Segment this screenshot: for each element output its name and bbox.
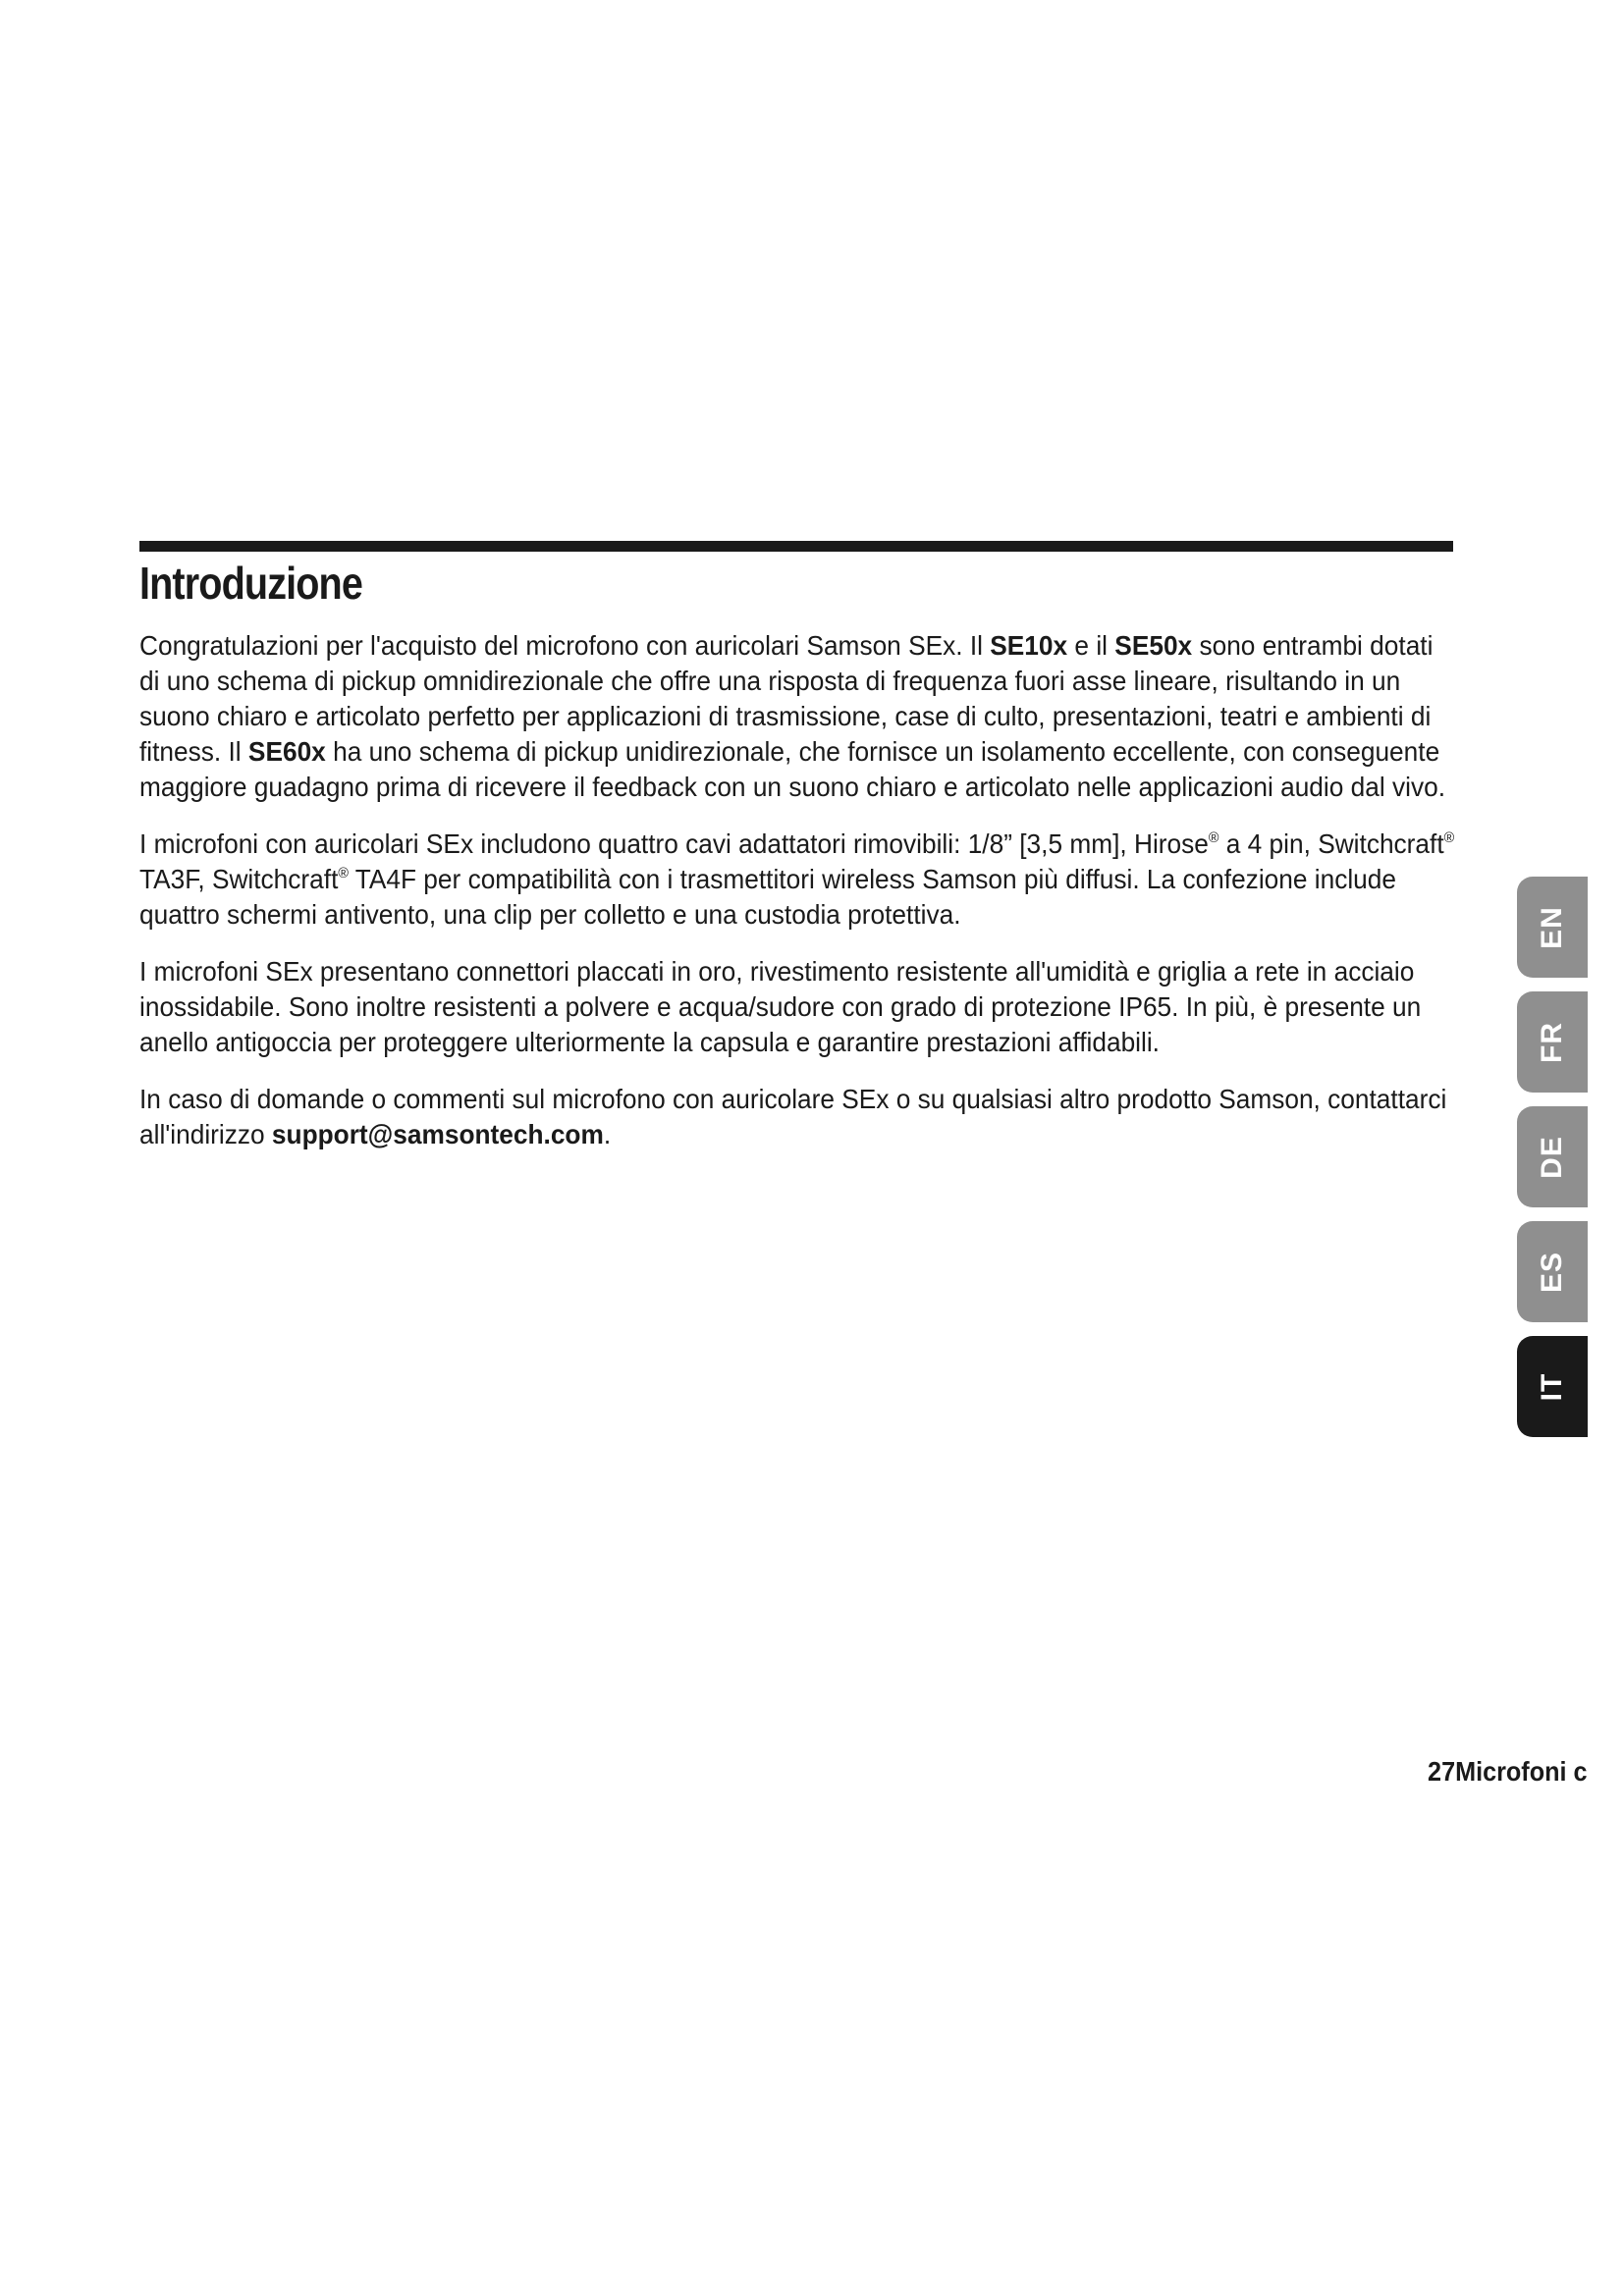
page-footer bbox=[1428, 1754, 1587, 1789]
p2-text-3: TA3F, Switchcraft bbox=[139, 864, 339, 894]
running-title: Microfoni c bbox=[1454, 1756, 1587, 1787]
registered-mark: ® bbox=[338, 865, 349, 881]
language-tab-fr[interactable] bbox=[1517, 991, 1588, 1093]
language-tab-label: ES bbox=[1536, 1251, 1568, 1293]
model-se60x: SE60x bbox=[247, 736, 326, 767]
language-tab-label: DE bbox=[1536, 1135, 1568, 1179]
section-title: Introduzione bbox=[139, 558, 363, 609]
p1-text-4: ha uno schema di pickup unidirezionale, che fornisce un isolamento eccellente, con conseguente maggiore guadagno prima di ricevere il feedback con un suono chiaro e articolato nelle applicazioni audio dal vivo. bbox=[139, 736, 1446, 802]
p1-text-1: Congratulazioni per l'acquisto del microfono con auricolari Samson SEx. Il bbox=[139, 630, 991, 661]
language-tab-it[interactable] bbox=[1517, 1336, 1588, 1437]
p2-text-2: a 4 pin, Switchcraft bbox=[1218, 828, 1444, 859]
paragraph-4 bbox=[139, 1082, 1460, 1152]
paragraph-3: I microfoni SEx presentano connettori placcati in oro, rivestimento resistente all'umidità e griglia a rete in acciaio inossidabile. Sono inoltre resistenti a polvere e acqua/sudore con grado di protezione IP65. In più, è presente un anello antigoccia per proteggere ulteriormente la capsula e garantire prestazioni affidabili. bbox=[139, 956, 1422, 1057]
model-se50x: SE50x bbox=[1114, 630, 1193, 661]
model-se10x: SE10x bbox=[990, 630, 1068, 661]
registered-mark: ® bbox=[1443, 829, 1455, 846]
paragraph-2 bbox=[139, 827, 1460, 933]
language-tab-label: EN bbox=[1536, 905, 1568, 949]
p1-text-2: e il bbox=[1067, 630, 1115, 661]
section-rule bbox=[139, 541, 1453, 552]
p4-text-1: In caso di domande o commenti sul microfono con auricolare SEx o su qualsiasi altro prodotto Samson, contattarci all'indirizzo bbox=[139, 1084, 1447, 1149]
p2-text-1: I microfoni con auricolari SEx includono quattro cavi adattatori rimovibili: 1/8” [3,5 mm], Hirose bbox=[139, 828, 1209, 859]
language-tab-de[interactable] bbox=[1517, 1106, 1588, 1207]
language-tabs bbox=[1517, 877, 1588, 1451]
language-tab-label: IT bbox=[1536, 1372, 1568, 1401]
language-tab-es[interactable] bbox=[1517, 1221, 1588, 1322]
language-tab-en[interactable] bbox=[1517, 877, 1588, 978]
p2-text-4: TA4F per compatibilità con i trasmettitori wireless Samson più diffusi. La confezione include quattro schermi antivento, una clip per colletto e una custodia protettiva. bbox=[139, 864, 1396, 930]
intro-body bbox=[139, 628, 1460, 1174]
page-number: 27 bbox=[1427, 1756, 1455, 1787]
registered-mark: ® bbox=[1208, 829, 1219, 846]
p1-text-3: sono entrambi dotati di uno schema di pickup omnidirezionale che offre una risposta di frequenza fuori asse lineare, risultando in un suono chiaro e articolato perfetto per applicazioni di trasmissione, case di culto, presentazioni, teatri e ambienti di fitness. Il bbox=[139, 630, 1434, 767]
language-tab-label: FR bbox=[1536, 1021, 1568, 1063]
p4-text-2: . bbox=[603, 1119, 612, 1149]
paragraph-1 bbox=[139, 628, 1460, 805]
support-email-link[interactable]: support@samsontech.com bbox=[271, 1119, 604, 1149]
